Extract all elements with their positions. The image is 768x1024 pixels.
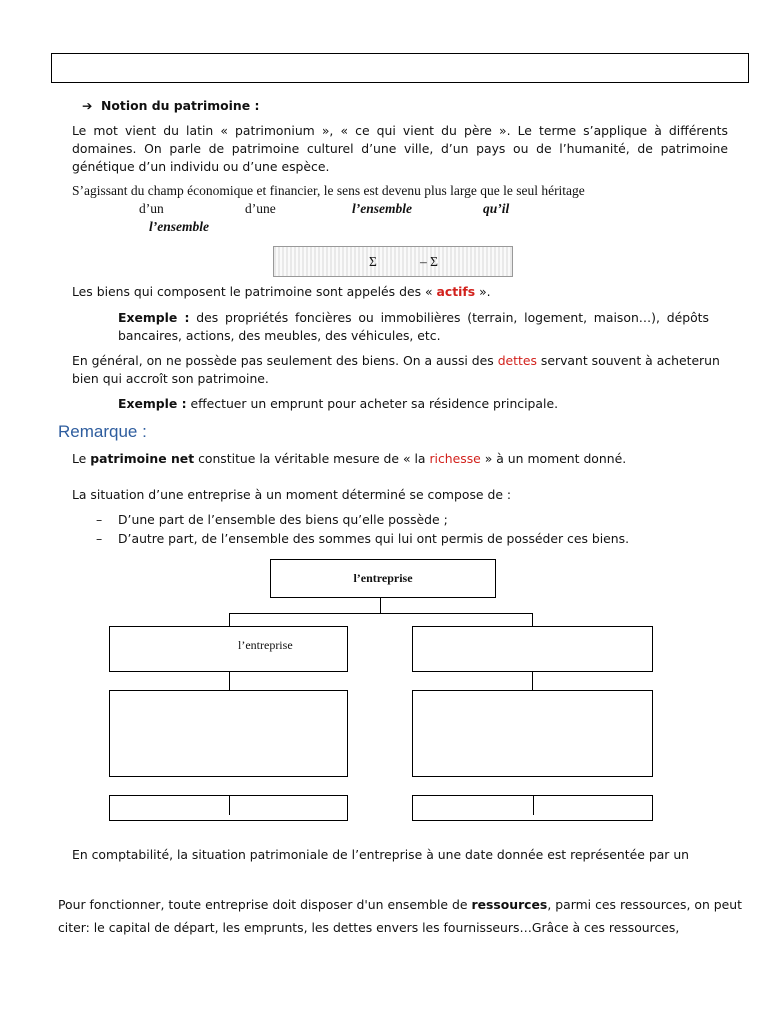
paragraph-dettes <box>72 352 732 388</box>
bullet-item-2: D’autre part, de l’ensemble des sommes qui lui ont permis de posséder ces biens. <box>118 531 630 546</box>
arrow-icon: ➔ <box>82 98 93 113</box>
ressources-before: Pour fonctionner, toute entreprise doit disposer d'un ensemble de <box>58 897 472 912</box>
paragraph-actifs <box>72 283 491 301</box>
example-2-text: effectuer un emprunt pour acheter sa résidence principale. <box>186 396 559 411</box>
paragraph-situation: La situation d’une entreprise à un moment déterminé se compose de : <box>72 487 512 502</box>
patrimoine-net-after: » à un moment donné. <box>480 451 627 466</box>
example-1-text: des propriétés foncières ou immobilières (terrain, logement, maison…), dépôts bancaires, actions, des meubles, des véhicules, etc. <box>118 310 709 343</box>
connector-horizontal <box>229 613 533 614</box>
diagram-right-large-box <box>412 690 653 777</box>
diagram-left-label: l’entreprise <box>238 638 293 652</box>
actifs-text-before: Les biens qui composent le patrimoine sont appelés des « <box>72 284 437 299</box>
actifs-highlight: actifs <box>436 284 476 299</box>
ressources-after: , parmi ces ressources, on peut citer: le capital de départ, les emprunts, les dettes envers les fournisseurs…Grâce à ces ressources, <box>58 897 742 935</box>
diagram-right-box <box>412 626 653 672</box>
formula-box <box>273 246 513 277</box>
paragraph-economic-line3: l’ensemble <box>149 219 209 234</box>
left-total-divider <box>229 795 230 815</box>
connector-top-vertical <box>380 598 381 614</box>
paragraph-comptabilite: En comptabilité, la situation patrimoniale de l’entreprise à une date donnée est représentée par un <box>72 847 690 862</box>
paragraph-economic-word-ensemble: l’ensemble <box>352 201 412 216</box>
minus-sigma-symbol: – Σ <box>420 254 438 269</box>
dettes-text-before: En général, on ne possède pas seulement des biens. On a aussi des <box>72 353 498 368</box>
paragraph-economic-word-dun: d’un <box>139 201 164 216</box>
connector-left-drop <box>229 613 230 626</box>
title-box <box>51 53 749 83</box>
paragraph-economic-line1: S’agissant du champ économique et financier, le sens est devenu plus large que le seul héritage <box>72 183 585 198</box>
paragraph-origin: Le mot vient du latin « patrimonium », « ce qui vient du père ». Le terme s’applique à différents domaines. On parle de patrimoine culturel d’une ville, d’un pays ou de l’humanité, de patrimoine génétique d’un individu ou d’une espèce. <box>72 123 728 174</box>
richesse-highlight: richesse <box>429 451 481 466</box>
paragraph-economic-word-dune: d’une <box>245 201 276 216</box>
example-2 <box>118 395 558 413</box>
section-heading <box>82 97 259 115</box>
sigma-symbol: Σ <box>369 254 377 269</box>
ressources-bold: ressources <box>471 897 548 912</box>
section-heading-text: Notion du patrimoine : <box>101 98 260 113</box>
remarque-heading: Remarque : <box>58 422 147 441</box>
example-1 <box>118 309 709 345</box>
paragraph-patrimoine-net <box>72 450 626 468</box>
patrimoine-net-bold: patrimoine net <box>90 451 195 466</box>
diagram-left-box <box>109 626 348 672</box>
example-1-label: Exemple : <box>118 310 190 325</box>
diagram-top-label: l’entreprise <box>353 571 413 585</box>
diagram-top-box <box>270 559 496 598</box>
dettes-highlight: dettes <box>497 353 537 368</box>
patrimoine-net-before: Le <box>72 451 91 466</box>
diagram-left-large-box <box>109 690 348 777</box>
diagram-right-total-box <box>412 795 653 821</box>
bullet-dash-2: – <box>96 531 103 546</box>
patrimoine-net-mid: constitue la véritable mesure de « la <box>194 451 430 466</box>
connector-left-mid <box>229 672 230 690</box>
example-2-label: Exemple : <box>118 396 187 411</box>
diagram-left-total-box <box>109 795 348 821</box>
right-total-divider <box>533 795 534 815</box>
actifs-text-after: ». <box>475 284 491 299</box>
connector-right-mid <box>532 672 533 690</box>
paragraph-economic-word-quil: qu’il <box>483 201 510 216</box>
dettes-text-after: servant souvent à acheterun bien qui accroît son patrimoine. <box>72 353 720 386</box>
paragraph-ressources <box>58 893 742 939</box>
bullet-dash-1: – <box>96 512 103 527</box>
bullet-item-1: D’une part de l’ensemble des biens qu’elle possède ; <box>118 512 448 527</box>
connector-right-drop <box>532 613 533 626</box>
